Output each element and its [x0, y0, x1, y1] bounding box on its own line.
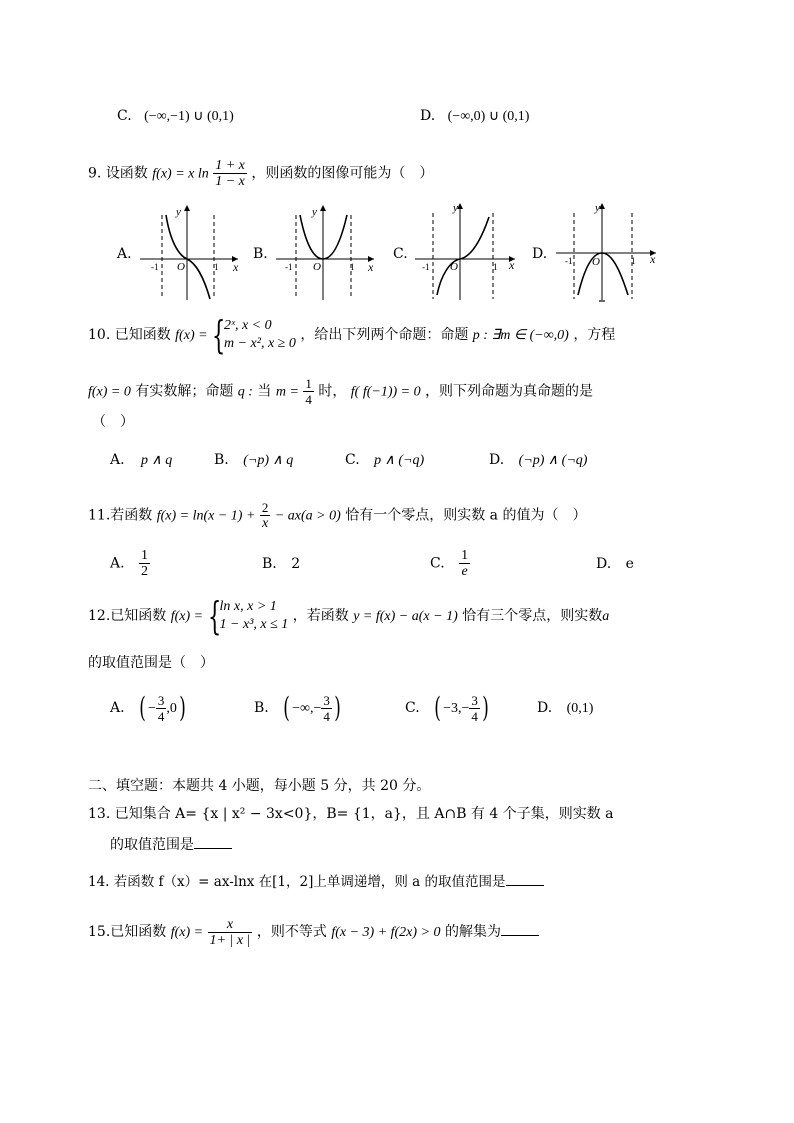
- q11-fraction: [260, 500, 271, 531]
- answer-blank[interactable]: [501, 921, 539, 936]
- option-text: (¬p) ∧ q: [243, 453, 294, 468]
- q12-option-b: [254, 690, 343, 727]
- case-1: 2ˣ, x < 0: [224, 318, 272, 333]
- q10-q-statement: q :: [237, 384, 253, 400]
- option-fraction: [139, 548, 150, 579]
- axis-x-label: x: [509, 258, 515, 272]
- q9-graphs: [0, 195, 794, 305]
- q10-fx: f(x) =: [175, 328, 208, 343]
- q11-option-c: [430, 548, 470, 579]
- tick-neg-label: -1: [285, 262, 293, 272]
- axis-x-label: x: [368, 260, 374, 274]
- denominator: 1 − x: [215, 174, 245, 189]
- q10-m-fraction: [303, 376, 314, 407]
- denominator: 2: [141, 564, 149, 579]
- tick-neg-label: -1: [565, 256, 573, 266]
- q15-tail-b: 的解集为: [444, 924, 501, 940]
- q12-option-c: [405, 690, 491, 727]
- numerator: 3: [471, 692, 478, 708]
- numerator: 3: [323, 692, 330, 708]
- option-interval: ( −∞,− $\frac{3}{4}$ ): [283, 691, 341, 724]
- q10-option-b: [214, 450, 293, 471]
- q13-line1: 13. 已知集合 A= {x | x² − 3x<0}，B= {1，a}，且 A∩B 有 4 个子集，则实数 a: [88, 806, 614, 822]
- origin-label: O: [450, 261, 458, 273]
- interval-left: −: [147, 701, 156, 716]
- q12-option-a: [110, 690, 188, 727]
- section-2-title: 二、填空题：本题共 4 小题，每小题 5 分，共 20 分。: [88, 778, 431, 794]
- numerator: 2: [261, 500, 269, 515]
- q12-stem-line2: 的取值范围是（ ）: [88, 655, 214, 671]
- graph-a: [140, 205, 239, 300]
- q15-inequality: f(x − 3) + f(2x) > 0: [331, 925, 441, 940]
- numerator: 1: [141, 548, 149, 563]
- numerator: 1 + x: [215, 158, 245, 173]
- option-text: (−∞,0) ∪ (0,1): [447, 109, 530, 124]
- q15-fraction: [208, 917, 253, 948]
- option-label: B.: [262, 556, 277, 572]
- option-fraction: [459, 548, 470, 579]
- option-interval: ( − $\frac{3}{4}$ ,0): [139, 691, 186, 724]
- option-label: D.: [420, 108, 436, 124]
- q10-stem-line1: [88, 313, 616, 357]
- q12-lead: 已知函数: [110, 608, 167, 624]
- q12-y-eq: y = f(x) − a(x − 1): [353, 609, 458, 624]
- axis-y-label: y: [176, 206, 181, 218]
- q10-piecewise: { 2ˣ, x < 0 m − x², x ≥ 0: [212, 313, 296, 357]
- q9-stem: [88, 158, 433, 189]
- q14-text: 14. 若函数 f（x）= ax-lnx 在[1，2]上单调递增，则 a 的取值范围是: [88, 874, 506, 890]
- option-label: A.: [110, 452, 125, 468]
- option-label: C.: [430, 555, 445, 572]
- q12-piecewise: { ln x, x > 1 1 − x³, x ≤ 1: [207, 594, 289, 638]
- tick-neg-label: -1: [151, 262, 159, 272]
- option-fraction: [321, 693, 332, 724]
- q11-formula-b: − ax(a > 0): [274, 508, 341, 524]
- option-text: (0,1): [566, 701, 594, 716]
- q11-formula-a: f(x) = ln(x − 1) +: [156, 508, 256, 524]
- q11-lead: 若函数: [110, 507, 153, 524]
- axis-y-label: y: [453, 202, 458, 214]
- q13-prompt: 的取值范围是: [110, 837, 194, 853]
- interval-left: −∞,−: [292, 701, 322, 716]
- option-label: D.: [537, 700, 553, 716]
- q10-m-eq: m =: [275, 384, 299, 400]
- option-label: A.: [110, 555, 125, 572]
- q10-ff: f( f(−1)) = 0: [350, 384, 421, 400]
- option-text: 2: [291, 556, 301, 572]
- numerator: x: [226, 916, 234, 932]
- q9-fraction: [213, 158, 247, 189]
- q12-a-var: a: [602, 609, 610, 624]
- question-number: 10.: [88, 327, 111, 343]
- numerator: 1: [305, 376, 312, 391]
- q9-lead: 设函数: [105, 165, 148, 182]
- option-label: B.: [214, 452, 229, 468]
- q11-tail: 恰有一个零点，则实数 a 的值为（ ）: [345, 507, 587, 524]
- option-text: (¬p) ∧ (¬q): [518, 453, 588, 468]
- denominator: e: [459, 563, 470, 579]
- option-fraction: [156, 693, 167, 724]
- axis-x-label: x: [650, 252, 656, 266]
- tick-pos-label: 1: [214, 262, 219, 272]
- denominator: 1+ | x |: [209, 932, 251, 948]
- q15-tail-a: ，则不等式: [256, 924, 327, 940]
- q10-line2a: 有实数解；命题: [135, 383, 234, 400]
- q12-fx: f(x) =: [170, 609, 204, 624]
- interval-left: −3,−: [443, 701, 470, 716]
- origin-label: O: [177, 261, 185, 273]
- option-fraction: [469, 693, 480, 724]
- q10-shi: 时，: [318, 383, 347, 400]
- q9-option-d-label: D.: [532, 246, 548, 262]
- q12-tail: 恰有三个零点，则实数: [462, 608, 603, 624]
- origin-label: O: [592, 256, 600, 268]
- case-1: ln x, x > 1: [219, 599, 277, 614]
- option-label: C.: [345, 452, 360, 468]
- option-label: A.: [110, 700, 125, 716]
- q10-option-a: [110, 450, 172, 471]
- denominator: 4: [157, 708, 165, 724]
- option-label: C.: [405, 700, 420, 716]
- q12-option-d: [537, 698, 593, 719]
- axis-y-label: y: [312, 206, 317, 218]
- q10-paren: （ ）: [92, 414, 134, 430]
- q9-formula: f(x) = x ln: [152, 166, 209, 182]
- option-text: p ∧ (¬q): [374, 453, 425, 468]
- case-2: m − x², x ≥ 0: [224, 336, 296, 351]
- q9-option-a-label: A.: [117, 246, 132, 262]
- q9-option-c-label: C.: [393, 246, 408, 262]
- option-text: p ∧ q: [141, 453, 173, 468]
- option-text: (−∞,−1) ∪ (0,1): [144, 109, 234, 124]
- question-number: 11.: [88, 507, 111, 524]
- q10-dang: 当: [257, 383, 272, 400]
- q11-option-b: [262, 554, 300, 574]
- q14-line: [88, 871, 544, 892]
- option-interval: ( −3,− $\frac{3}{4}$ ): [434, 691, 489, 724]
- q9-tail: ，则函数的图像可能为（ ）: [251, 165, 434, 182]
- denominator: 4: [471, 708, 478, 724]
- graph-d: [556, 202, 656, 301]
- q12-stem-line1: [88, 594, 610, 638]
- q15-lead: 15.已知函数: [88, 924, 167, 940]
- numerator: 3: [157, 692, 165, 708]
- origin-label: O: [313, 261, 321, 273]
- option-text: e: [625, 556, 634, 572]
- q10-lead: 已知函数: [114, 327, 171, 343]
- q13-line2: [110, 834, 232, 855]
- q15-stem: [88, 916, 539, 949]
- numerator: 1: [461, 548, 469, 563]
- option-label: D.: [596, 556, 612, 572]
- q15-fx: f(x) =: [170, 925, 204, 940]
- q12-mid: ，若函数: [292, 608, 349, 624]
- denominator: x: [260, 515, 271, 531]
- q9-option-b-label: B.: [253, 246, 268, 262]
- q10-option-c: [345, 450, 424, 471]
- tick-neg-label: -1: [422, 262, 430, 272]
- case-2: 1 − x³, x ≤ 1: [219, 617, 289, 632]
- question-number: 9.: [88, 165, 102, 182]
- q11-option-a: [110, 548, 150, 579]
- option-label: C.: [117, 108, 132, 124]
- tick-pos-label: 1: [493, 262, 498, 272]
- denominator: 4: [305, 392, 312, 407]
- q10-mid: ，给出下列两个命题：命题: [300, 327, 469, 343]
- q10-equation: f(x) = 0: [88, 384, 131, 400]
- q10-p-statement: p : ∃m ∈ (−∞,0): [472, 328, 569, 343]
- q10-stem-line2: [88, 376, 593, 407]
- interval-right: ,0: [166, 701, 177, 716]
- graph-b: [276, 205, 374, 300]
- q8-option-c: [117, 106, 234, 127]
- graph-c: [415, 202, 515, 300]
- tick-pos-label: 1: [631, 256, 636, 266]
- q10-tail1: ，方程: [573, 327, 616, 343]
- answer-blank[interactable]: [506, 871, 544, 886]
- question-number: 12.: [88, 608, 111, 624]
- q11-stem: [88, 500, 586, 531]
- option-label: B.: [254, 700, 269, 716]
- option-label: D.: [489, 452, 505, 468]
- answer-blank[interactable]: [194, 834, 232, 849]
- q10-line2b: ，则下列命题为真命题的是: [425, 383, 594, 400]
- q8-option-d: [420, 106, 529, 127]
- q11-option-d: [596, 554, 634, 574]
- q10-option-d: [489, 450, 587, 471]
- tick-pos-label: 1: [350, 262, 355, 272]
- axis-y-label: y: [595, 202, 600, 214]
- axis-x-label: x: [233, 260, 239, 274]
- denominator: 4: [323, 708, 330, 724]
